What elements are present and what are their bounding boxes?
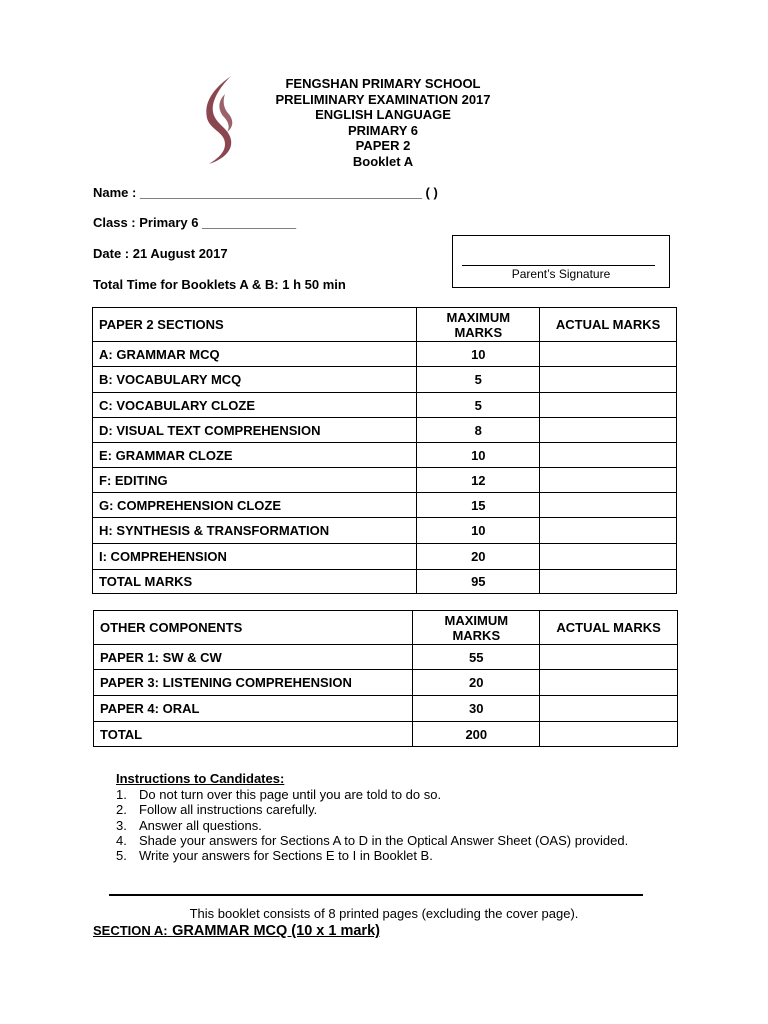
section-a-heading xyxy=(93,922,380,940)
instruction-item xyxy=(116,787,639,802)
maximum-marks: 5 xyxy=(417,393,540,418)
table-row xyxy=(93,342,677,367)
table-row xyxy=(94,722,678,747)
table-row xyxy=(93,393,677,418)
instruction-item xyxy=(116,833,639,848)
actual-marks[interactable] xyxy=(540,670,678,696)
actual-marks[interactable] xyxy=(540,645,678,670)
booklet-title: Booklet A xyxy=(352,153,414,169)
column-header: MAXIMUM MARKS xyxy=(413,611,540,645)
section-name: I: COMPREHENSION xyxy=(93,544,417,570)
exam-title: PRELIMINARY EXAMINATION 2017 xyxy=(275,91,491,107)
instruction-item xyxy=(116,802,639,817)
parent-signature-box[interactable] xyxy=(452,235,670,288)
maximum-marks: 20 xyxy=(417,544,540,570)
column-header: MAXIMUM MARKS xyxy=(417,308,540,342)
section-name: PAPER 3: LISTENING COMPREHENSION xyxy=(94,670,413,696)
maximum-marks: 10 xyxy=(417,518,540,544)
actual-marks[interactable] xyxy=(540,518,677,544)
school-logo-icon xyxy=(195,72,243,168)
total-time: Total Time for Booklets A & B: 1 h 50 min xyxy=(93,277,346,292)
table-row xyxy=(93,544,677,570)
column-header: ACTUAL MARKS xyxy=(540,611,678,645)
school-name: FENGSHAN PRIMARY SCHOOL xyxy=(285,76,481,91)
actual-marks[interactable] xyxy=(540,418,677,443)
actual-marks[interactable] xyxy=(540,393,677,418)
column-header: PAPER 2 SECTIONS xyxy=(93,308,417,342)
instructions xyxy=(116,771,639,863)
actual-marks[interactable] xyxy=(540,443,677,468)
section-a-title: GRAMMAR MCQ (10 x 1 mark) xyxy=(172,923,380,939)
name-field[interactable]: Name : _______________________________________ ( ) xyxy=(93,185,438,200)
column-header: OTHER COMPONENTS xyxy=(94,611,413,645)
maximum-marks: 15 xyxy=(417,493,540,518)
section-name: A: GRAMMAR MCQ xyxy=(93,342,417,367)
instruction-text: Shade your answers for Sections A to D in the Optical Answer Sheet (OAS) provided. xyxy=(139,832,629,848)
table-row xyxy=(94,645,678,670)
paper2-marks-table xyxy=(92,307,677,594)
maximum-marks: 200 xyxy=(413,722,540,747)
maximum-marks: 10 xyxy=(417,342,540,367)
table-row xyxy=(93,443,677,468)
paper-title: PAPER 2 xyxy=(355,138,411,153)
instruction-number: 5. xyxy=(116,848,127,864)
maximum-marks: 5 xyxy=(417,367,540,393)
maximum-marks: 10 xyxy=(417,443,540,468)
pages-note: This booklet consists of 8 printed pages (excluding the cover page). xyxy=(189,906,579,921)
subject-title: ENGLISH LANGUAGE xyxy=(315,107,451,122)
level-title: PRIMARY 6 xyxy=(347,122,419,138)
section-name: TOTAL MARKS xyxy=(93,570,417,594)
exam-header xyxy=(240,76,526,169)
column-header: ACTUAL MARKS xyxy=(540,308,677,342)
actual-marks[interactable] xyxy=(540,367,677,393)
table-row xyxy=(93,518,677,544)
divider-line xyxy=(109,894,643,896)
section-name: E: GRAMMAR CLOZE xyxy=(93,443,417,468)
section-name: G: COMPREHENSION CLOZE xyxy=(93,493,417,518)
table-header-row xyxy=(94,611,678,645)
table-row xyxy=(94,696,678,722)
section-name: D: VISUAL TEXT COMPREHENSION xyxy=(93,418,417,443)
instruction-number: 2. xyxy=(116,802,127,818)
table-row xyxy=(94,670,678,696)
other-components-table xyxy=(93,610,678,747)
instructions-list xyxy=(116,787,639,863)
instruction-item xyxy=(116,848,639,863)
instruction-item xyxy=(116,818,639,833)
actual-marks[interactable] xyxy=(540,570,677,594)
signature-label: Parent’s Signature xyxy=(511,267,611,281)
table-row xyxy=(93,468,677,493)
maximum-marks: 55 xyxy=(413,645,540,670)
instruction-number: 3. xyxy=(116,817,127,833)
table-row xyxy=(93,570,677,594)
actual-marks[interactable] xyxy=(540,722,678,747)
table-row xyxy=(93,493,677,518)
table-row xyxy=(93,418,677,443)
actual-marks[interactable] xyxy=(540,544,677,570)
instruction-text: Do not turn over this page until you are told to do so. xyxy=(139,787,442,802)
section-name: F: EDITING xyxy=(93,468,417,493)
section-name: PAPER 4: ORAL xyxy=(94,696,413,722)
instruction-text: Write your answers for Sections E to I in Booklet B. xyxy=(139,848,433,864)
section-name: C: VOCABULARY CLOZE xyxy=(93,393,417,418)
instruction-number: 1. xyxy=(116,787,127,802)
table-header-row xyxy=(93,308,677,342)
instruction-text: Answer all questions. xyxy=(139,817,262,833)
instruction-text: Follow all instructions carefully. xyxy=(139,802,318,818)
section-name: H: SYNTHESIS & TRANSFORMATION xyxy=(93,518,417,544)
instruction-number: 4. xyxy=(116,832,127,848)
maximum-marks: 30 xyxy=(413,696,540,722)
class-field[interactable]: Class : Primary 6 _____________ xyxy=(93,215,297,230)
actual-marks[interactable] xyxy=(540,468,677,493)
maximum-marks: 20 xyxy=(413,670,540,696)
actual-marks[interactable] xyxy=(540,493,677,518)
actual-marks[interactable] xyxy=(540,696,678,722)
section-name: B: VOCABULARY MCQ xyxy=(93,367,417,393)
section-a-prefix: SECTION A: xyxy=(93,923,168,938)
maximum-marks: 12 xyxy=(417,468,540,493)
table-row xyxy=(93,367,677,393)
instructions-title: Instructions to Candidates: xyxy=(116,771,285,786)
section-name: PAPER 1: SW & CW xyxy=(94,645,413,670)
actual-marks[interactable] xyxy=(540,342,677,367)
section-name: TOTAL xyxy=(94,722,413,747)
maximum-marks: 95 xyxy=(417,570,540,594)
date-field: Date : 21 August 2017 xyxy=(93,246,228,261)
maximum-marks: 8 xyxy=(417,418,540,443)
signature-line xyxy=(462,265,655,266)
